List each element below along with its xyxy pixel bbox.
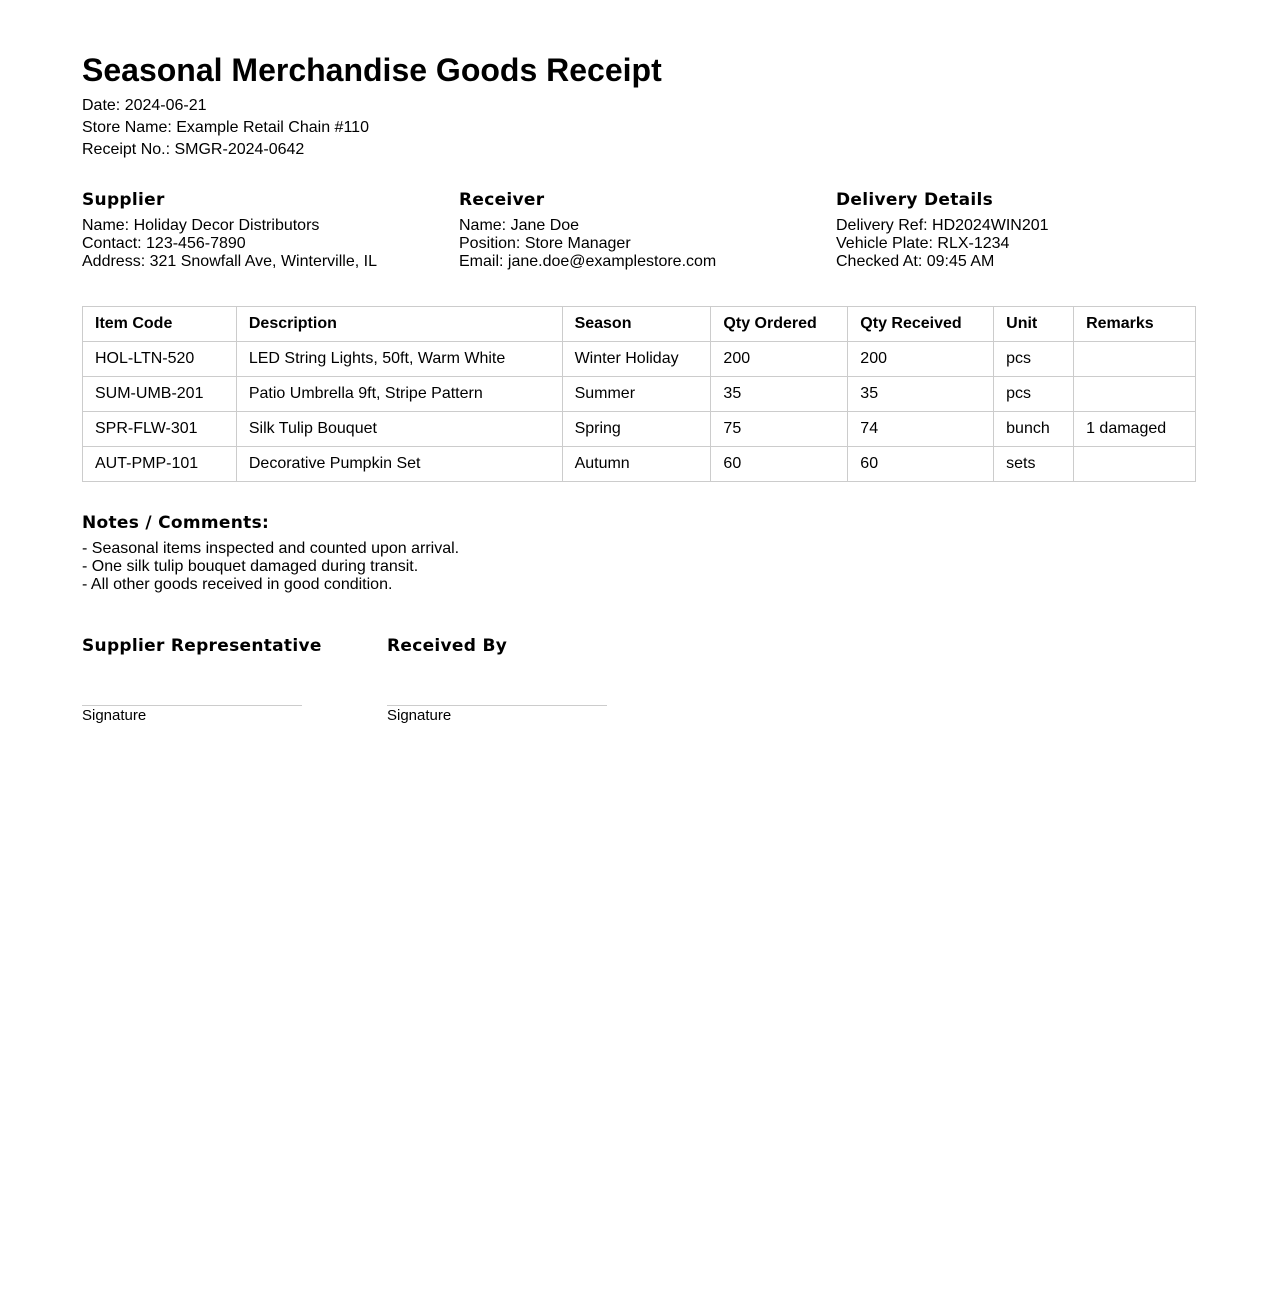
qty-received-cell: 200 xyxy=(848,342,994,377)
unit-cell: bunch xyxy=(994,412,1074,447)
remarks-cell xyxy=(1074,342,1196,377)
table-row xyxy=(83,377,1196,412)
checked-at: Checked At: 09:45 AM xyxy=(836,253,995,270)
item-code-cell: SPR-FLW-301 xyxy=(83,412,237,447)
receipt-date: Date: 2024-06-21 xyxy=(82,97,207,114)
description-cell: Decorative Pumpkin Set xyxy=(236,447,562,482)
qty-received-cell: 74 xyxy=(848,412,994,447)
supplier-section xyxy=(82,189,442,271)
store-name: Store Name: Example Retail Chain #110 xyxy=(82,119,369,136)
supplier-contact: Contact: 123-456-7890 xyxy=(82,235,246,252)
season-cell: Summer xyxy=(562,377,711,412)
receiver-signature-heading: Received By xyxy=(387,636,508,656)
unit-cell: sets xyxy=(994,447,1074,482)
receiver-heading: Receiver xyxy=(459,190,545,210)
column-header-remarks: Remarks xyxy=(1074,307,1196,342)
receipt-number: Receipt No.: SMGR-2024-0642 xyxy=(82,141,305,158)
supplier-signature-block xyxy=(82,635,322,724)
receiver-email: Email: jane.doe@examplestore.com xyxy=(459,253,717,270)
season-cell: Spring xyxy=(562,412,711,447)
supplier-name: Name: Holiday Decor Distributors xyxy=(82,217,320,234)
supplier-signature-heading: Supplier Representative xyxy=(82,636,322,656)
items-table xyxy=(82,306,1196,482)
receiver-position: Position: Store Manager xyxy=(459,235,631,252)
column-header-season: Season xyxy=(562,307,711,342)
receiver-section xyxy=(459,189,819,271)
receiver-name: Name: Jane Doe xyxy=(459,217,580,234)
supplier-heading: Supplier xyxy=(82,190,165,210)
column-header-qty-received: Qty Received xyxy=(848,307,994,342)
column-header-qty-ordered: Qty Ordered xyxy=(711,307,848,342)
note-line: - One silk tulip bouquet damaged during transit. xyxy=(82,558,419,575)
season-cell: Winter Holiday xyxy=(562,342,711,377)
vehicle-plate: Vehicle Plate: RLX-1234 xyxy=(836,235,1010,252)
unit-cell: pcs xyxy=(994,377,1074,412)
qty-received-cell: 60 xyxy=(848,447,994,482)
item-code-cell: SUM-UMB-201 xyxy=(83,377,237,412)
item-code-cell: HOL-LTN-520 xyxy=(83,342,237,377)
receiver-signature-line[interactable] xyxy=(387,705,607,706)
note-line: - Seasonal items inspected and counted upon arrival. xyxy=(82,540,460,557)
supplier-address: Address: 321 Snowfall Ave, Winterville, IL xyxy=(82,253,377,270)
description-cell: Silk Tulip Bouquet xyxy=(236,412,562,447)
qty-ordered-cell: 60 xyxy=(711,447,848,482)
remarks-cell xyxy=(1074,377,1196,412)
table-header-row xyxy=(83,307,1196,342)
receipt-meta xyxy=(82,95,369,161)
note-line: - All other goods received in good condition. xyxy=(82,576,393,593)
table-row xyxy=(83,412,1196,447)
remarks-cell xyxy=(1074,447,1196,482)
qty-ordered-cell: 75 xyxy=(711,412,848,447)
notes-section xyxy=(82,512,459,594)
delivery-ref: Delivery Ref: HD2024WIN201 xyxy=(836,217,1049,234)
description-cell: Patio Umbrella 9ft, Stripe Pattern xyxy=(236,377,562,412)
item-code-cell: AUT-PMP-101 xyxy=(83,447,237,482)
supplier-signature-label: Signature xyxy=(82,707,147,724)
column-header-description: Description xyxy=(236,307,562,342)
column-header-item-code: Item Code xyxy=(83,307,237,342)
qty-ordered-cell: 200 xyxy=(711,342,848,377)
page-title: Seasonal Merchandise Goods Receipt xyxy=(82,52,662,88)
delivery-heading: Delivery Details xyxy=(836,190,994,210)
receiver-signature-block xyxy=(387,635,617,724)
table-row xyxy=(83,342,1196,377)
notes-heading: Notes / Comments: xyxy=(82,513,270,533)
remarks-cell: 1 damaged xyxy=(1074,412,1196,447)
qty-ordered-cell: 35 xyxy=(711,377,848,412)
column-header-unit: Unit xyxy=(994,307,1074,342)
supplier-signature-line[interactable] xyxy=(82,705,302,706)
unit-cell: pcs xyxy=(994,342,1074,377)
table-row xyxy=(83,447,1196,482)
delivery-details-section xyxy=(836,189,1196,271)
qty-received-cell: 35 xyxy=(848,377,994,412)
description-cell: LED String Lights, 50ft, Warm White xyxy=(236,342,562,377)
season-cell: Autumn xyxy=(562,447,711,482)
receiver-signature-label: Signature xyxy=(387,707,452,724)
party-info-section xyxy=(82,189,1196,279)
